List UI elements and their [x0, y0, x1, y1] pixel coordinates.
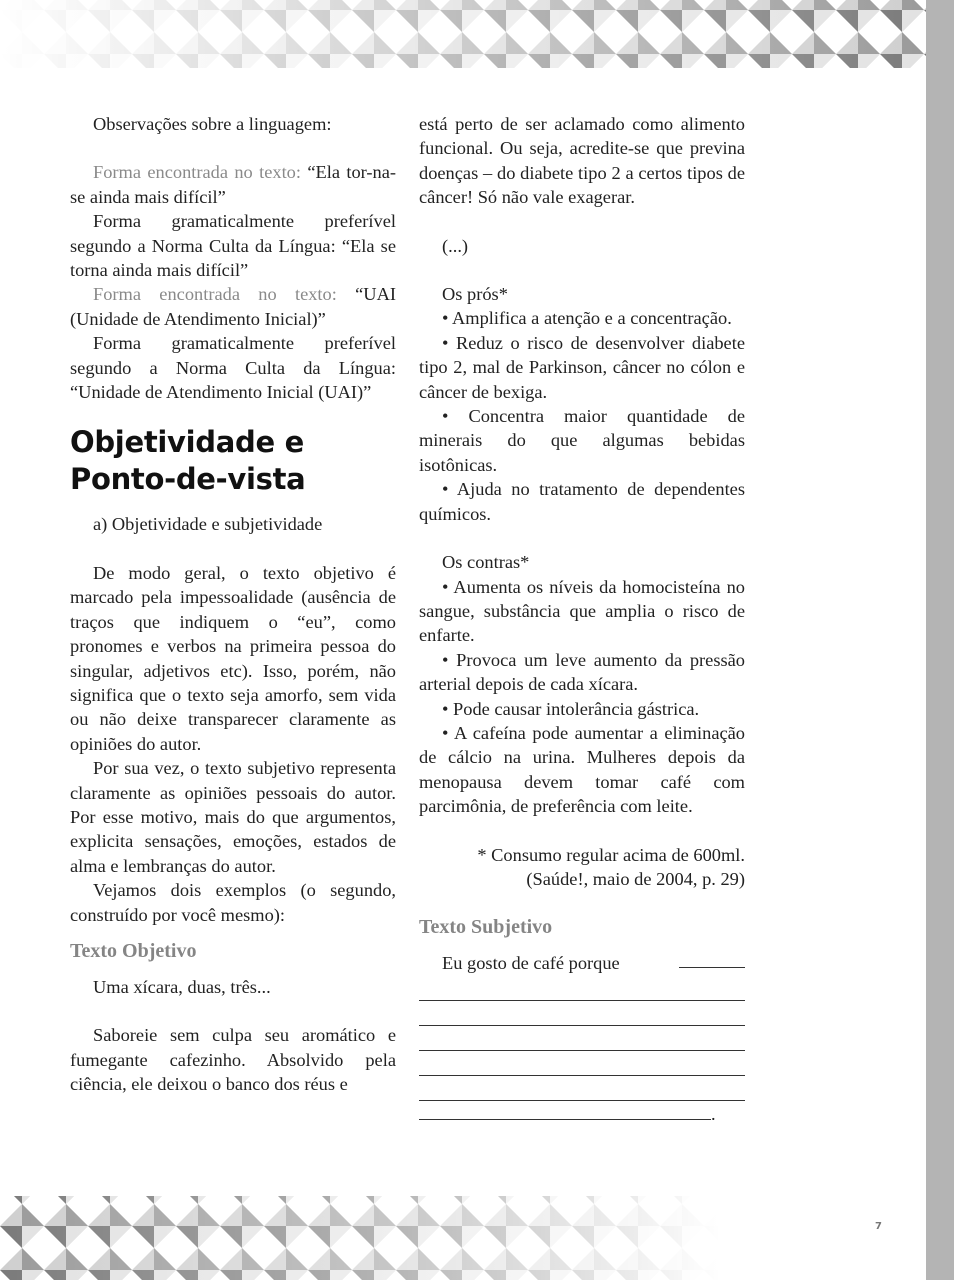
- right-column: [419, 112, 745, 1126]
- answer-line-last[interactable]: [419, 1101, 711, 1120]
- pros-item: • Amplifica a atenção e a concentração.: [442, 308, 732, 329]
- pros-title: Os prós*: [442, 284, 508, 305]
- answer-line[interactable]: [419, 1026, 745, 1051]
- continued-paragraph: está perto de ser aclamado como alimento funcional. Ou seja, acredite-se que previna doenças – do diabete tipo 2 a certos tipos de câncer! Só não vale exagerar.: [419, 114, 745, 208]
- diamond-pattern-top: [0, 0, 926, 68]
- cons-item: • Provoca um leve aumento da pressão arterial depois de cada xícara.: [419, 649, 745, 695]
- cons-title: Os contras*: [442, 552, 530, 573]
- observations-title: Observações sobre a linguagem:: [93, 114, 332, 134]
- found-form-2: [70, 282, 396, 331]
- example-paragraph: Saboreie sem culpa seu aromático e fumegante cafezinho. Absolvido pela ciência, ele deixou o banco dos réus e: [70, 1025, 396, 1095]
- cons-item: • Aumenta os níveis da homocisteína no sangue, substância que amplia o risco de enfarte.: [419, 576, 745, 646]
- section-heading: [70, 424, 396, 498]
- answer-end-period: .: [711, 1103, 716, 1124]
- pros-item: • Reduz o risco de desenvolver diabete tipo 2, mal de Parkinson, câncer no cólon e câncer de bexiga.: [419, 332, 745, 402]
- bottom-decorative-band: [0, 1196, 720, 1280]
- texto-subjetivo-title: Texto Subjetivo: [419, 916, 553, 939]
- footnote: * Consumo regular acima de 600ml.: [477, 844, 745, 865]
- paragraph-objective: De modo geral, o texto objetivo é marcado pela impessoalidade (ausência de traços que indiquem o “eu”, como pronomes e verbos na primeira pessoa do singular, adjetivos etc). Isso, porém, não significa que o texto seja amorfo, sem vida ou não deixe transparecer claramente as opiniões do autor.: [70, 562, 396, 754]
- cons-item: • A cafeína pode aumentar a eliminação de cálcio na urina. Mulheres depois da menopausa devem tomar café com parcimônia, de preferência com leite.: [419, 722, 745, 817]
- section-heading-line-2: Ponto-de-vista: [70, 462, 306, 497]
- cons-item: • Pode causar intolerância gástrica.: [442, 698, 700, 719]
- answer-line[interactable]: [419, 1051, 745, 1076]
- left-column: [70, 112, 396, 1097]
- ellipsis: (...): [442, 235, 469, 256]
- texto-objetivo-title: Texto Objetivo: [70, 939, 197, 962]
- answer-line[interactable]: [419, 976, 745, 1001]
- subsection-a: a) Objetividade e subjetividade: [93, 514, 323, 535]
- prompt-text: Eu gosto de café porque: [442, 953, 620, 974]
- pros-item: • Ajuda no tratamento de dependentes químicos.: [419, 479, 745, 524]
- answer-last-row: [419, 1101, 745, 1126]
- found-form-label-2: Forma encontrada no texto:: [93, 284, 337, 305]
- pros-item: • Concentra maior quantidade de minerais do que algumas bebidas isotônicas.: [419, 406, 745, 475]
- found-form-1: [70, 160, 396, 209]
- found-form-text-1: “Ela tor-na-se ainda mais difícil”: [70, 162, 397, 207]
- top-decorative-band: [0, 0, 926, 68]
- source-citation: (Saúde!, maio de 2004, p. 29): [526, 868, 745, 889]
- found-form-label-1: Forma encontrada no texto:: [93, 162, 301, 183]
- diamond-pattern-bottom: [0, 1196, 720, 1280]
- preferred-form-1: Forma gramaticalmente preferível segundo a Norma Culta da Língua: “Ela se torna ainda mais difícil”: [70, 211, 396, 281]
- side-margin-strip: [926, 0, 954, 1280]
- preferred-form-2: Forma gramaticalmente preferível segundo a Norma Culta da Língua: “Unidade de Atendimento Inicial (UAI)”: [70, 333, 396, 403]
- answer-line[interactable]: [419, 1001, 745, 1026]
- section-heading-line-1: Objetividade e: [70, 425, 304, 460]
- found-form-text-2: “UAI (Unidade de Atendimento Inicial)”: [70, 284, 396, 329]
- subjective-prompt: [419, 951, 745, 975]
- answer-blank-inline[interactable]: [679, 951, 745, 968]
- paragraph-examples: Vejamos dois exemplos (o segundo, construído por você mesmo):: [70, 880, 396, 925]
- paragraph-subjective: Por sua vez, o texto subjetivo representa claramente as opiniões pessoais do autor. Por esse motivo, mais do que argumentos, explicita sensações, emoções, estados de alma e lembranças do autor.: [70, 758, 396, 876]
- example-line: Uma xícara, duas, três...: [93, 976, 271, 997]
- answer-line[interactable]: [419, 1076, 745, 1101]
- page-number: 7: [875, 1221, 882, 1232]
